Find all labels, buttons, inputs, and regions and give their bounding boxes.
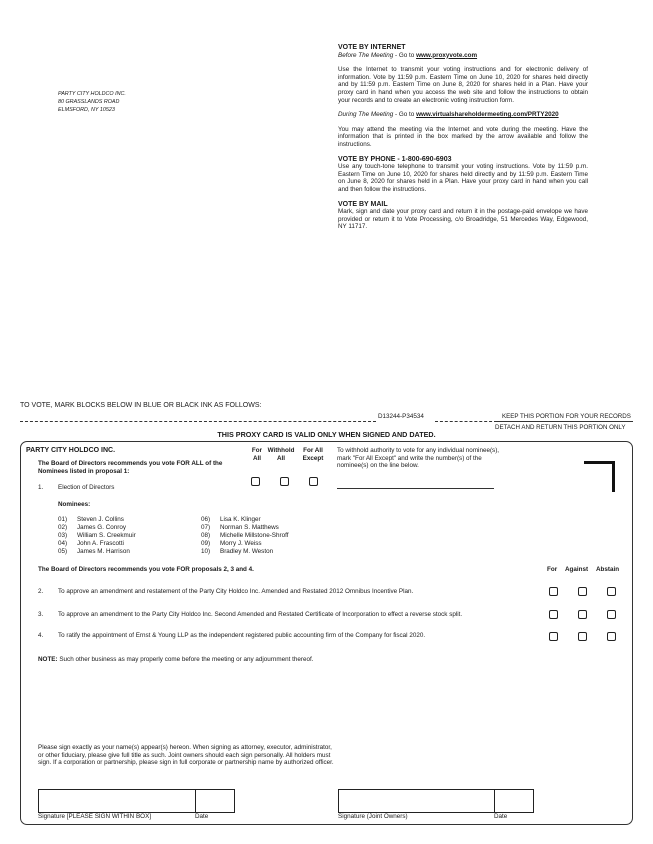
virtual-meeting-link[interactable]: www.virtualshareholdermeeting.com/PRTY2020 [416, 111, 559, 119]
nominee-name: James M. Harrison [77, 548, 130, 555]
checkbox-proposal-4-against[interactable] [578, 632, 587, 641]
nominees-label: Nominees: [58, 501, 91, 508]
list-item [58, 548, 130, 556]
checkbox-for-all-except[interactable] [309, 477, 318, 486]
withhold-instructions: To withhold authority to vote for any individual nominee(s), mark "For All Except" and write the number(s) of the nominee(s) on the line below. [337, 447, 500, 470]
mark-instruction: TO VOTE, MARK BLOCKS BELOW IN BLUE OR BLACK INK AS FOLLOWS: [20, 402, 262, 409]
proposal-1-number: 1. [38, 484, 44, 491]
list-item [201, 524, 279, 532]
nominee-name: Steven J. Collins [77, 516, 124, 523]
checkbox-proposal-2-for[interactable] [549, 587, 558, 596]
nominee-num: 04) [58, 540, 68, 547]
card-company-name: PARTY CITY HOLDCO INC. [26, 447, 116, 454]
proposal-4-number: 4. [38, 632, 44, 639]
nominee-num: 03) [58, 532, 68, 539]
proposal-1-text: Election of Directors [58, 484, 115, 491]
board-recommendation-1: The Board of Directors recommends you vote FOR ALL of the Nominees listed in proposal 1: [38, 460, 223, 475]
mail-title: VOTE BY MAIL [338, 200, 388, 208]
board-recommendation-2: The Board of Directors recommends you vote FOR proposals 2, 3 and 4. [38, 566, 254, 573]
nominee-num: 02) [58, 524, 68, 531]
except-nominee-line[interactable] [337, 488, 494, 489]
signature-box[interactable] [38, 789, 235, 813]
sign-instructions: Please sign exactly as your name(s) appear(s) hereon. When signing as attorney, executor, administrator, or other fiduciary, please give full title as such. Joint owners should each sign personally. All holders must sign. If a corporation or partnership, please sign in full corporate or partnership name by authorized officer. [38, 744, 334, 767]
during-meeting-goto: - Go to [393, 111, 417, 119]
signature-label: Signature [PLEASE SIGN WITHIN BOX] [38, 813, 152, 820]
nominee-num: 10) [201, 548, 211, 555]
nominee-num: 06) [201, 516, 211, 523]
before-meeting-label: Before The Meeting [338, 51, 394, 59]
keep-divider [494, 421, 633, 422]
sender-address-line2: ELMSFORD, NY 10523 [58, 107, 115, 113]
nominee-name: Lisa K. Klinger [220, 516, 261, 523]
before-meeting-goto: - Go to [393, 51, 417, 59]
nominee-name: Morry J. Weiss [220, 540, 262, 547]
checkbox-proposal-3-for[interactable] [549, 610, 558, 619]
list-item [201, 540, 262, 548]
proposal-2-text: To approve an amendment and restatement of the Party City Holdco Inc. Amended and Restated 2012 Omnibus Incentive Plan. [58, 588, 414, 595]
list-item [58, 532, 136, 540]
proposal-2-number: 2. [38, 588, 44, 595]
control-code: D13244-P34534 [378, 413, 424, 420]
note-text: Such other business as may properly come before the meeting or any adjournment thereof. [57, 656, 314, 663]
internet-text: Use the Internet to transmit your voting instructions and for electronic delivery of information. Vote by 11:59 p.m. Eastern Time on June 10, 2020 for shares held directly and by 11:59 p.m. Eastern Time on June 8, 2020 for shares held in a Plan. Have your proxy card in hand when you access the web site and follow the instructions to obtain your records and to create an electronic voting instruction form. [338, 66, 588, 104]
sender-address-line1: 80 GRASSLANDS ROAD [58, 99, 120, 105]
note-label: NOTE: [38, 656, 58, 663]
checkbox-withhold-all[interactable] [280, 477, 289, 486]
date-divider [195, 790, 196, 812]
nominee-num: 01) [58, 516, 68, 523]
nominee-num: 05) [58, 548, 68, 555]
list-item [58, 524, 126, 532]
nominee-name: John A. Frascotti [77, 540, 124, 547]
list-item [201, 532, 288, 540]
checkbox-proposal-4-abstain[interactable] [607, 632, 616, 641]
sender-address [58, 90, 126, 114]
checkbox-proposal-3-against[interactable] [578, 610, 587, 619]
sender-name: PARTY CITY HOLDCO INC. [58, 91, 126, 97]
during-meeting-text: You may attend the meeting via the Internet and vote during the meeting. Have the information that is printed in the box marked by the arrow available and follow the instructions. [338, 125, 588, 148]
joint-date-label: Date [494, 813, 508, 820]
joint-date-divider [494, 790, 495, 812]
nominee-num: 09) [201, 540, 211, 547]
proposal-4-text: To ratify the appointment of Ernst & Young LLP as the independent registered public accounting firm of the Company for fiscal 2020. [58, 632, 426, 639]
col-against: Against [565, 566, 589, 573]
checkbox-proposal-3-abstain[interactable] [607, 610, 616, 619]
list-item [58, 516, 124, 524]
nominee-name: Norman S. Matthews [220, 524, 279, 531]
col-for: For [547, 566, 558, 573]
proposal-3-text: To approve an amendment to the Party City Holdco Inc. Second Amended and Restated Certificate of Incorporation to effect a reverse stock split. [58, 611, 463, 618]
list-item [201, 548, 273, 556]
cut-line-right [435, 421, 497, 422]
date-label: Date [195, 813, 209, 820]
detach-portion-text: DETACH AND RETURN THIS PORTION ONLY [495, 424, 626, 431]
nominee-num: 08) [201, 532, 211, 539]
nominee-num: 07) [201, 524, 211, 531]
phone-text: Use any touch-tone telephone to transmit your voting instructions. Vote by 11:59 p.m. Eastern Time on June 10, 2020 for shares held directly and by 11:59 p.m. Eastern Time on June 8, 2020 for shares held in a Plan. Have your proxy card in hand when you call and then follow the instructions. [338, 163, 588, 193]
checkbox-proposal-2-against[interactable] [578, 587, 587, 596]
internet-title: VOTE BY INTERNET [338, 44, 406, 51]
note [38, 656, 313, 664]
list-item [201, 516, 261, 524]
during-meeting-label: During The Meeting [338, 111, 394, 119]
phone-title: VOTE BY PHONE - 1-800-690-6903 [338, 155, 452, 163]
joint-signature-box[interactable] [338, 789, 534, 813]
col-abstain: Abstain [596, 566, 620, 573]
valid-notice: THIS PROXY CARD IS VALID ONLY WHEN SIGNED AND DATED. [217, 430, 436, 439]
checkbox-proposal-2-abstain[interactable] [607, 587, 616, 596]
mail-text: Mark, sign and date your proxy card and return it in the postage-paid envelope we have provided or return it to Vote Processing, c/o Broadridge, 51 Mercedes Way, Edgewood, NY 11717. [338, 208, 588, 231]
nominee-name: William S. Creekmuir [77, 532, 136, 539]
keep-portion-text: KEEP THIS PORTION FOR YOUR RECORDS [502, 413, 631, 420]
nominee-name: James G. Conroy [77, 524, 126, 531]
checkbox-proposal-4-for[interactable] [549, 632, 558, 641]
col-for-all: For All [251, 447, 263, 462]
arrow-marker-icon [584, 461, 615, 492]
col-for-all-except: For All Except [302, 447, 324, 462]
proxyvote-link[interactable]: www.proxyvote.com [416, 51, 478, 59]
nominee-name: Bradley M. Weston [220, 548, 274, 555]
voting-instructions [338, 44, 588, 231]
checkbox-for-all[interactable] [251, 477, 260, 486]
list-item [58, 540, 124, 548]
joint-signature-label: Signature (Joint Owners) [338, 813, 408, 820]
cut-line-left [20, 421, 376, 422]
nominee-name: Michelle Millstone-Shroff [220, 532, 289, 539]
col-withhold-all: Withhold All [267, 447, 295, 462]
proposal-3-number: 3. [38, 611, 44, 618]
